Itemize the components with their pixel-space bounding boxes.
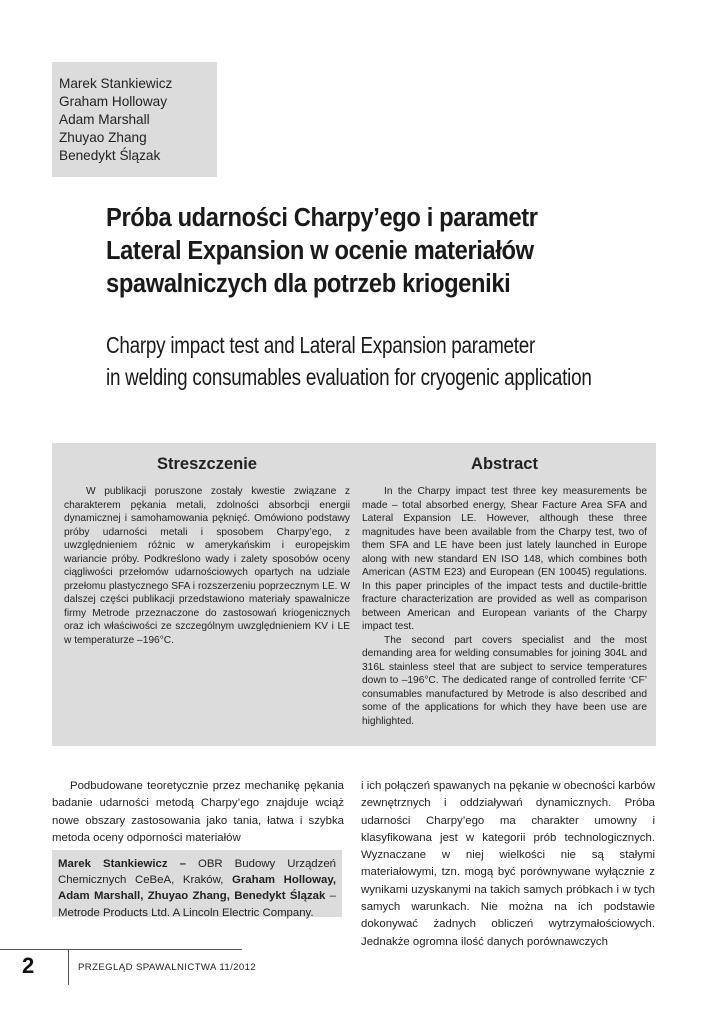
author-name: Marek Stankiewicz [59, 76, 173, 91]
page-number: 2 [22, 953, 35, 978]
affiliation-box [52, 850, 342, 917]
abstract-paragraph-1: In the Charpy impact test three key measurements be made – total absorbed energy, Shear Facture Area SFA and Lateral Expansion LE. However, although these three magnitudes have been available from the Charpy test, two of them SFA and LE have been just lately launched in Europe along with new standard EN ISO 148, which combines both American (ASTM E23) and European (EN 10045) regulations. In this paper principles of the impact tests and ductile-brittle fracture characterization are provided as well as comparison between American and European variants of the Charpy impact test. [362, 486, 647, 632]
title-polish-line: spawalniczych dla potrzeb kriogeniki [106, 270, 511, 298]
title-english-line: Charpy impact test and Lateral Expansion parameter [106, 332, 536, 358]
title-english-line: in welding consumables evaluation for cryogenic application [106, 364, 592, 390]
streszczenie-heading: Streszczenie [157, 455, 257, 473]
affiliation-org: OBR Budowy Urządzeń Chemicznych CeBeA, Kraków, [58, 858, 336, 887]
affiliation-org: – Metrode Products Ltd. A Lincoln Electric Company. [58, 890, 337, 919]
author-name: Zhuyao Zhang [59, 130, 147, 145]
abstract-box [52, 443, 656, 746]
body-text-left: Podbudowane teoretycznie przez mechanikę pękania badanie udarności metodą Charpy’ego znajduje wciąż nowe obszary zastosowania jako tania, łatwa i szybka metoda oceny odporności materiałów [52, 780, 344, 844]
footer-divider [68, 949, 69, 985]
author-name: Graham Holloway [59, 94, 168, 109]
abstract-column [362, 443, 647, 728]
streszczenie-text: W publikacji poruszone zostały kwestie związane z charakterem pękania metali, zdolności absorbcji energii dynamicznej i samohamowania pęknięć. Omówiono podstawy próby udarności metali i sposobem Charpy’ego, z uwzględnieniem różnic w amerykańskim i europejskim wariancie próby. Podkreślono wady i zalety sposobów oceny ciągliwości przełomów udarnościowych opartych na udziale przełomu plastycznego SFA i rozszerzeniu poprzecznym LE. W dalszej części publikacji przedstawiono materiały spawalnicze firmy Metrode przeznaczone do zastosowań kriogenicznych oraz ich właściwości ze szczególnym uwzględnieniem KV i LE w temperaturze –196°C. [64, 486, 350, 646]
affiliation-names: Graham Holloway, Adam Marshall, Zhuyao Zhang, Benedykt Ślązak [58, 874, 336, 903]
footer-rule [0, 949, 242, 950]
title-english [106, 329, 631, 393]
affiliation-text [52, 850, 342, 921]
streszczenie-column [64, 443, 350, 647]
body-text-right: i ich połączeń spawanych na pękanie w obecności karbów zewnętrznych i oddziaływań dynamicznych. Próba udarności Charpy’ego ma charakter umowny i klasyfikowana jest w kategorii prób technologicznych. Wyznaczane w niej wielkości nie są stałymi materiałowymi, tzn. mogą być porównywane wyłącznie z wynikami uzyskanymi na takich samych próbkach i w tych samych warunkach. Nie można na ich podstawie dokonywać żadnych obliczeń wytrzymałościowych. Jednakże ogromna ilość danych porównawczych [361, 780, 655, 948]
title-polish-line: Próba udarności Charpy’ego i parametr [106, 204, 538, 232]
abstract-paragraph-2: The second part covers specialist and the most demanding area for welding consumables for joining 304L and 316L stainless steel that are subject to service temperatures down to –196°C. The dedicated range of controlled ferrite ‘CF’ consumables manufactured by Metrode is also described and some of the applications for which they have been use are highlighted. [362, 634, 647, 727]
author-name: Benedykt Ślązak [59, 148, 161, 163]
journal-name: PRZEGLĄD SPAWALNICTWA 11/2012 [78, 962, 257, 973]
affiliation-name: Marek Stankiewicz – [58, 858, 186, 870]
author-name: Adam Marshall [59, 112, 150, 127]
abstract-heading: Abstract [471, 455, 538, 473]
authors-box [52, 62, 217, 177]
title-polish-line: Lateral Expansion w ocenie materiałów [106, 237, 534, 265]
title-polish [106, 202, 664, 301]
author-list [52, 62, 217, 165]
